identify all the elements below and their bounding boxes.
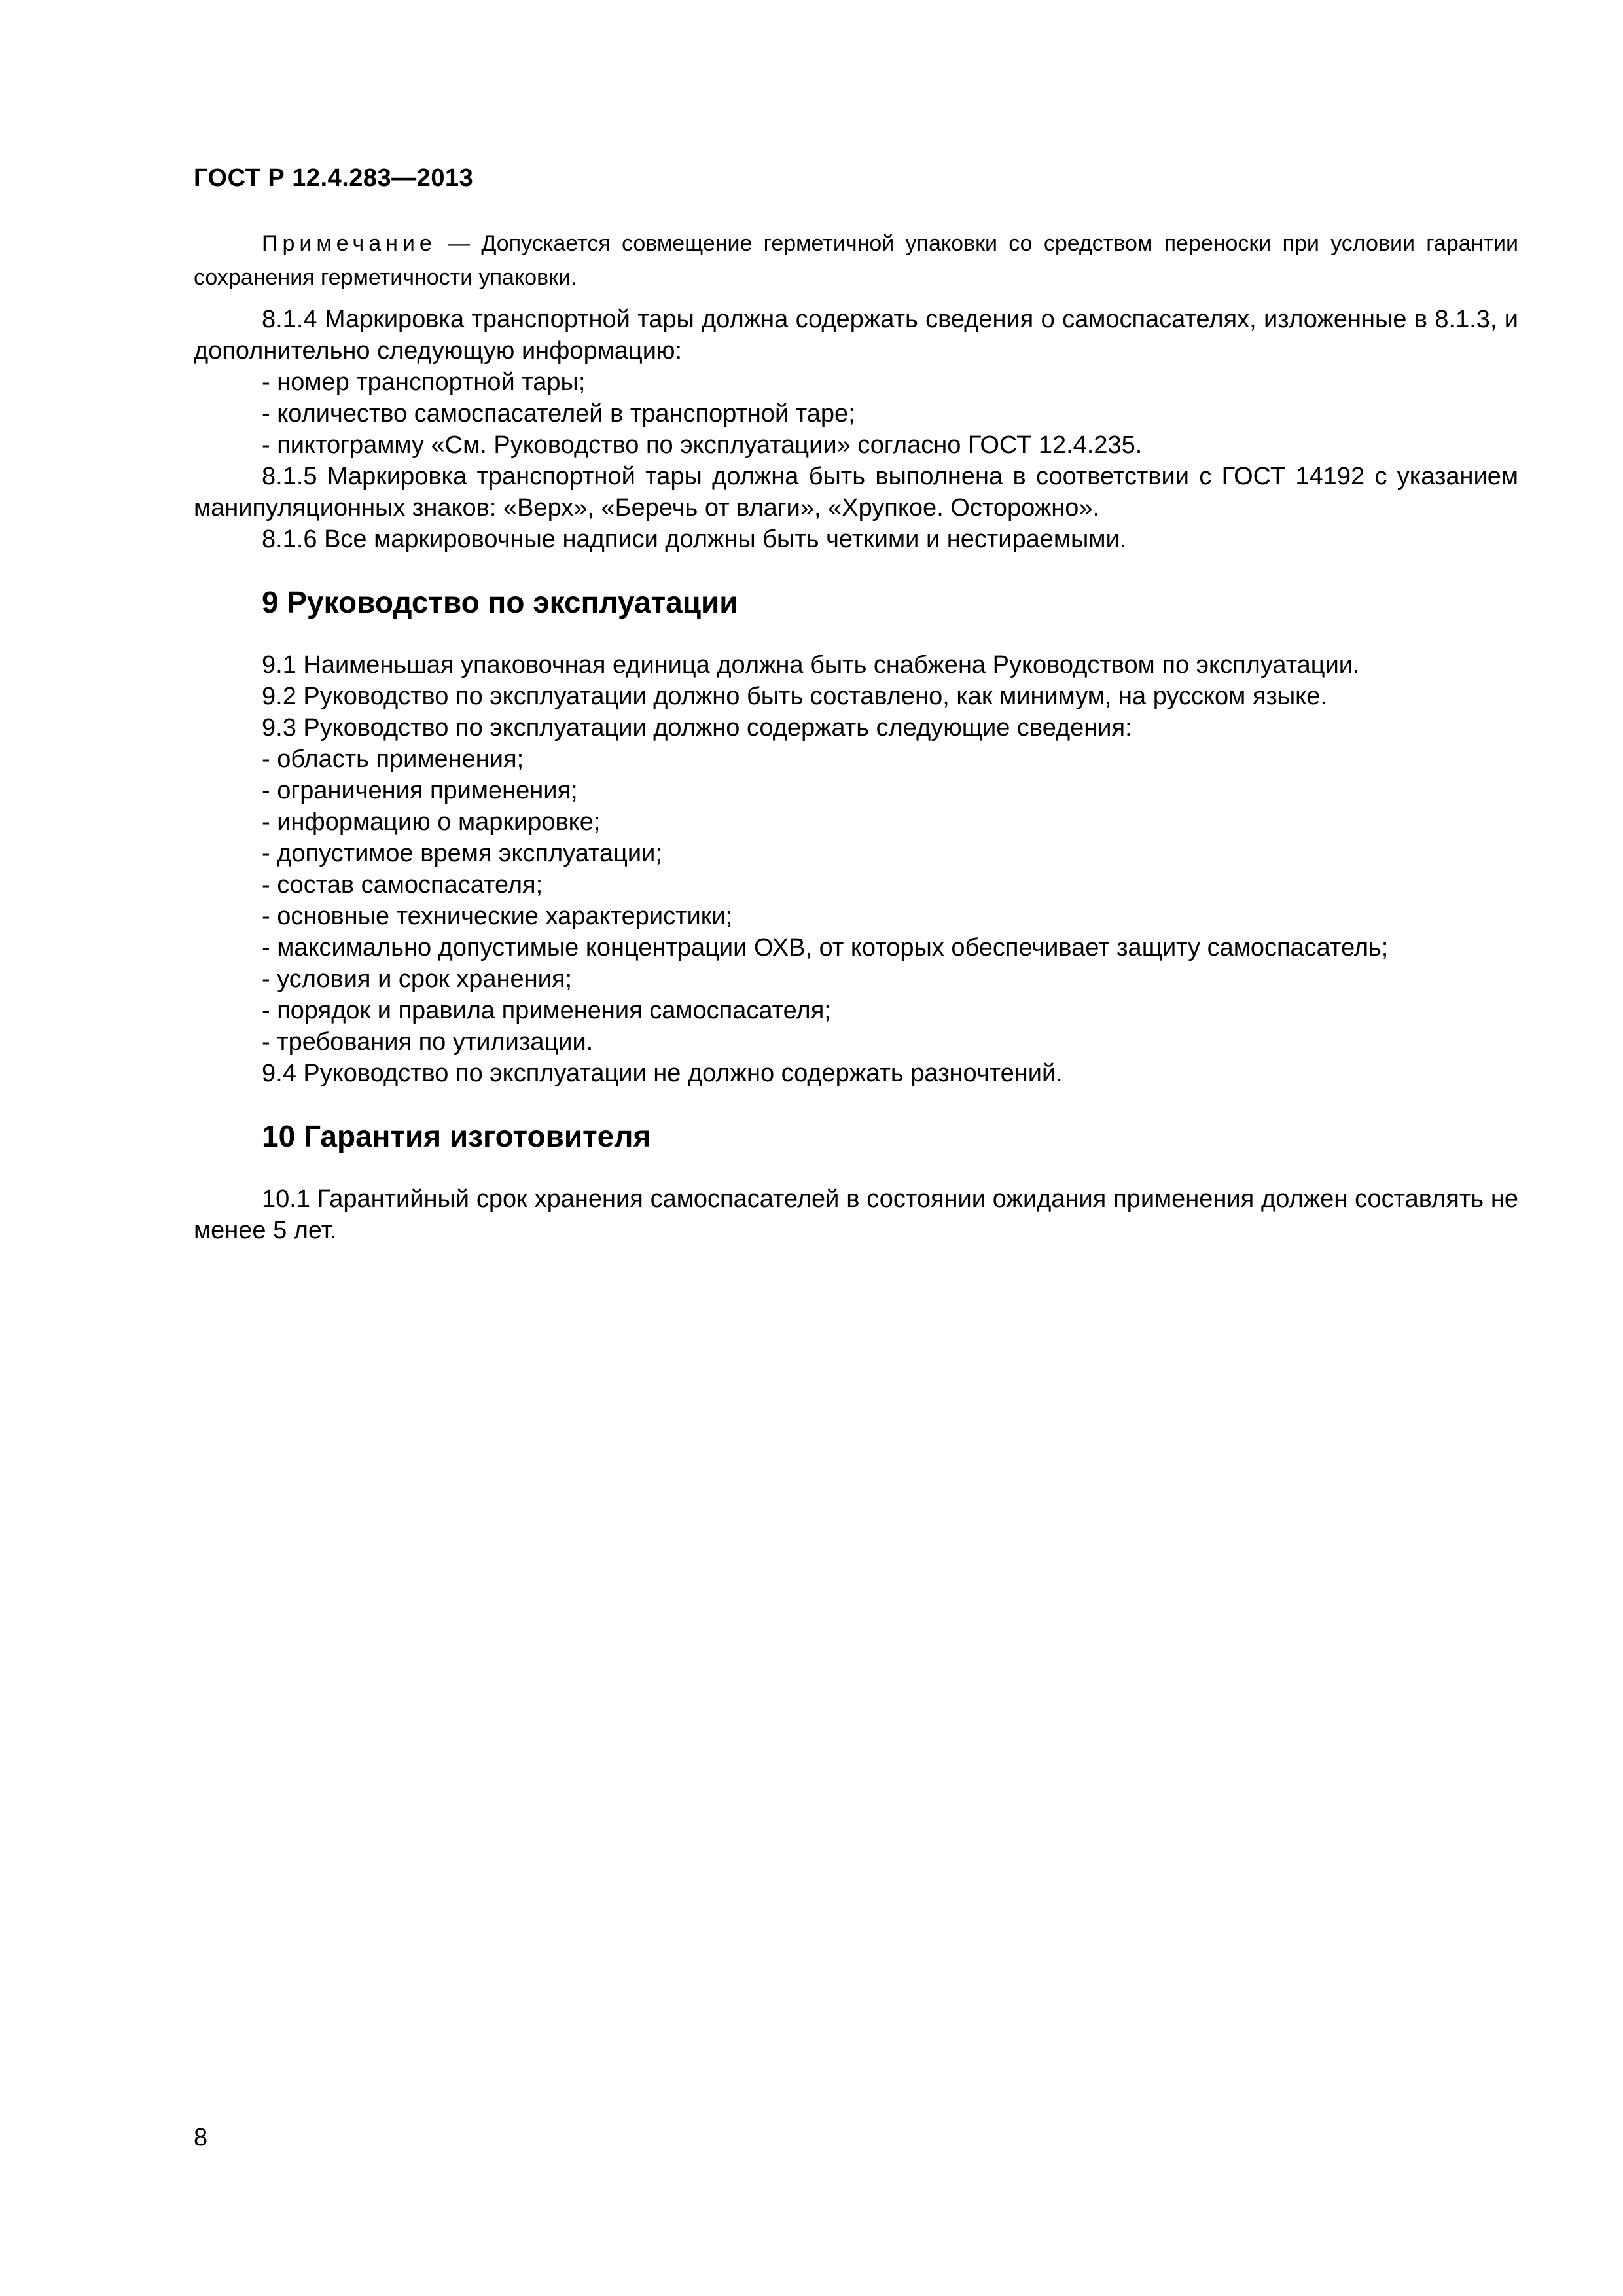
list-item: - порядок и правила применения самоспасателя; bbox=[262, 997, 831, 1024]
page-number: 8 bbox=[194, 2124, 208, 2151]
clause-9-3: 9.3 Руководство по эксплуатации должно содержать следующие сведения: bbox=[262, 714, 1132, 742]
document-code-header: ГОСТ Р 12.4.283—2013 bbox=[194, 164, 474, 192]
list-item: - допустимое время эксплуатации; bbox=[262, 840, 662, 867]
note-paragraph bbox=[194, 226, 1518, 295]
clause-8-1-4: 8.1.4 Маркировка транспортной тары должна содержать сведения о самоспасателях, изложенные в 8.1.3, и дополнительно следующую информацию: bbox=[194, 306, 1518, 365]
list-item: - основные технические характеристики; bbox=[262, 903, 733, 930]
list-item: - максимально допустимые концентрации ОХВ, от которых обеспечивает защиту самоспасатель; bbox=[262, 934, 1389, 961]
section-9-heading: 9 Руководство по эксплуатации bbox=[262, 585, 738, 619]
list-item: - область применения; bbox=[262, 745, 524, 773]
list-item: - информацию о маркировке; bbox=[262, 808, 601, 836]
list-item: - ограничения применения; bbox=[262, 777, 578, 804]
clause-8-1-5: 8.1.5 Маркировка транспортной тары должна быть выполнена в соответствии с ГОСТ 14192 с указанием манипуляционных знаков: «Верх», «Беречь от влаги», «Хрупкое. Осторожно». bbox=[194, 463, 1518, 522]
clause-10-1: 10.1 Гарантийный срок хранения самоспасателей в состоянии ожидания применения должен составлять не менее 5 лет. bbox=[194, 1185, 1518, 1244]
list-item: - номер транспортной тары; bbox=[262, 368, 586, 396]
list-item: - условия и срок хранения; bbox=[262, 965, 573, 993]
clause-9-2: 9.2 Руководство по эксплуатации должно быть составлено, как минимум, на русском языке. bbox=[262, 683, 1327, 710]
note-text: — Допускается совмещение герметичной упаковки со средством переноски при условии гарантии сохранения герметичности упаковки. bbox=[194, 231, 1518, 290]
clause-8-1-6: 8.1.6 Все маркировочные надписи должны быть четкими и нестираемыми. bbox=[262, 526, 1127, 553]
document-body bbox=[194, 226, 1518, 1246]
section-10-heading: 10 Гарантия изготовителя bbox=[262, 1119, 651, 1153]
list-item: - пиктограмму «См. Руководство по эксплуатации» согласно ГОСТ 12.4.235. bbox=[262, 431, 1143, 459]
clause-9-1: 9.1 Наименьшая упаковочная единица должна быть снабжена Руководством по эксплуатации. bbox=[262, 651, 1360, 679]
list-item: - состав самоспасателя; bbox=[262, 871, 543, 899]
list-item: - требования по утилизации. bbox=[262, 1028, 594, 1056]
clause-9-4: 9.4 Руководство по эксплуатации не должно содержать разночтений. bbox=[262, 1060, 1063, 1087]
note-label: Примечание bbox=[262, 231, 437, 256]
list-item: - количество самоспасателей в транспортной таре; bbox=[262, 400, 855, 427]
